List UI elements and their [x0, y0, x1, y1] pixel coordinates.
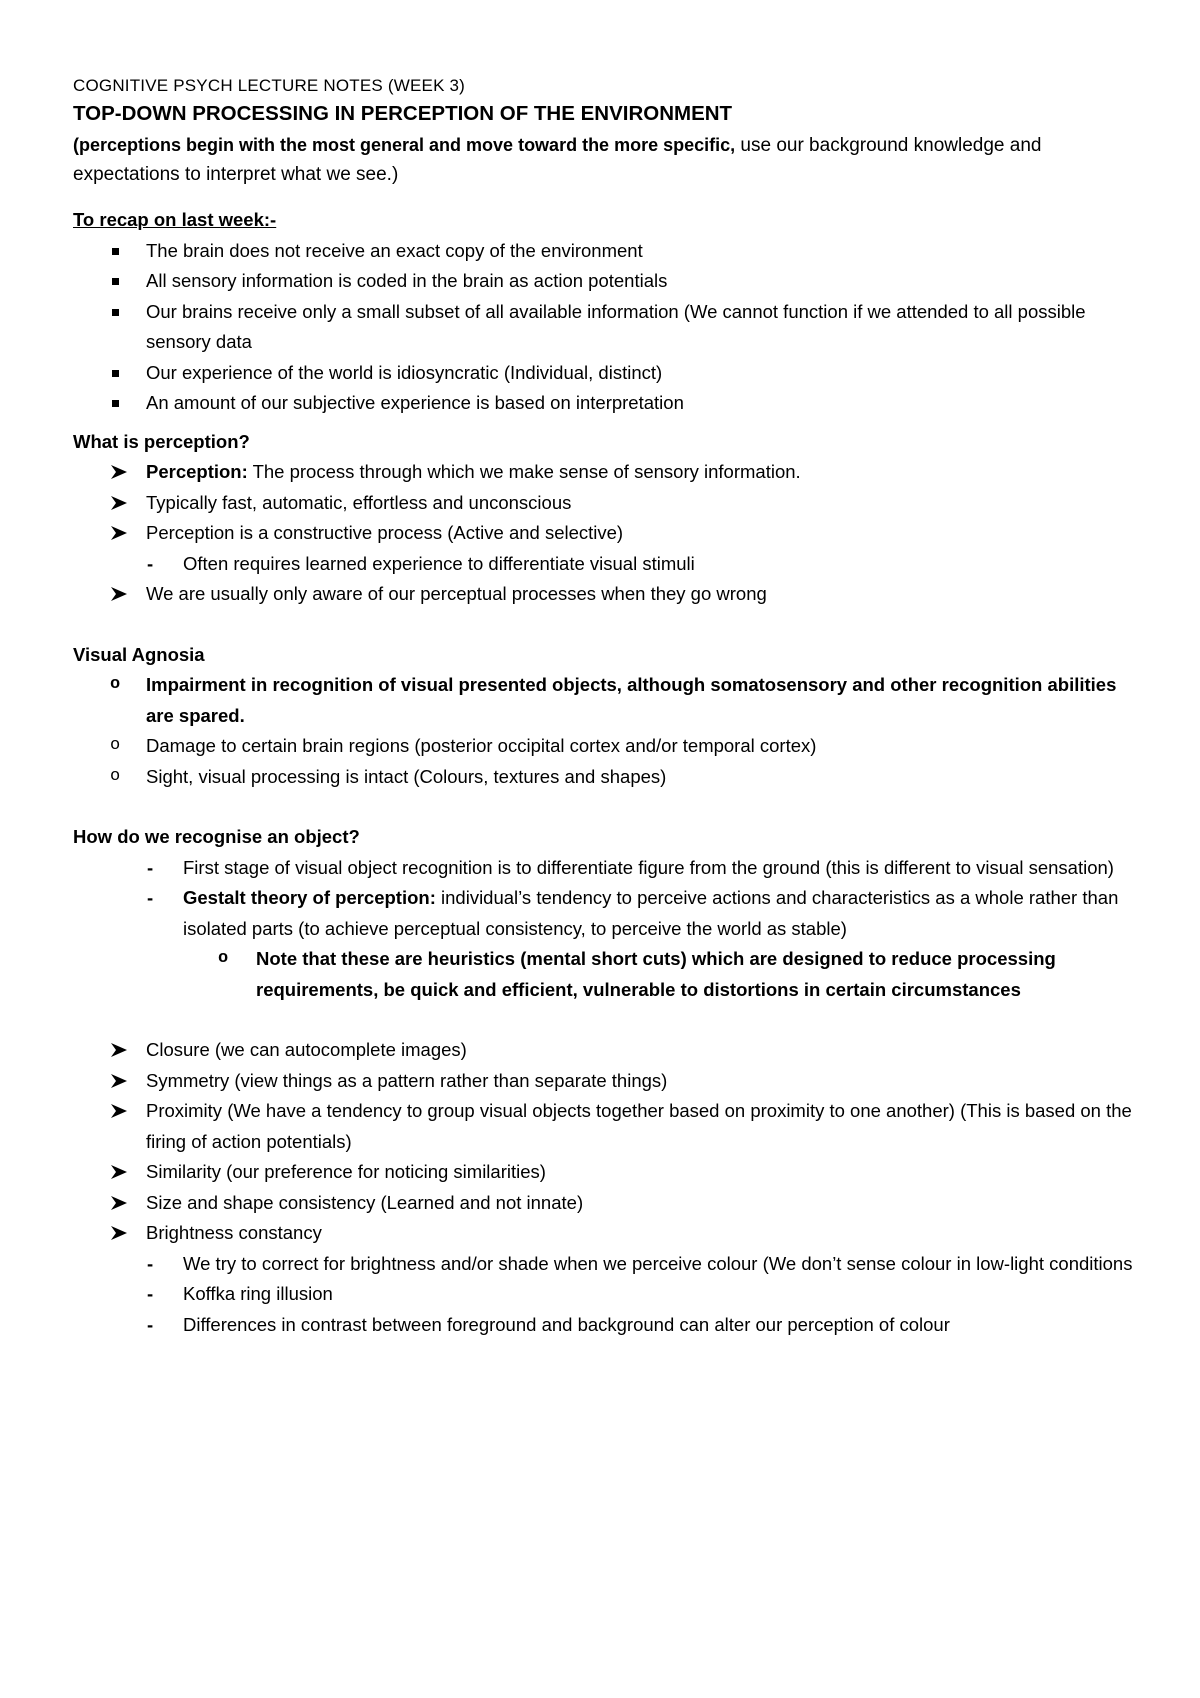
circle-bullet: o: [110, 675, 121, 694]
list-item: Perception is a constructive process (Active and selective): [73, 518, 1140, 549]
circle-bullet: o: [218, 949, 229, 968]
list-item: Closure (we can autocomplete images): [73, 1035, 1140, 1066]
list-item: - Koffka ring illusion: [73, 1279, 1140, 1310]
list-item: - Differences in contrast between foreground and background can alter our perception of colour: [73, 1310, 1140, 1341]
page-title: TOP-DOWN PROCESSING IN PERCEPTION OF THE ENVIRONMENT: [73, 102, 733, 125]
circle-bullet: o: [110, 736, 121, 755]
intro-rest: use our background knowledge and expectations to interpret what we see.): [73, 135, 1042, 185]
circle-bullet: o: [110, 766, 121, 786]
recognise-section: [73, 822, 1140, 1005]
principles-list: [73, 1035, 1140, 1340]
list-item: All sensory information is coded in the brain as action potentials: [146, 270, 668, 291]
agnosia-section: [73, 640, 1140, 793]
list-item: - Gestalt theory of perception: individual’s tendency to perceive actions and characteristics as a whole rather than isolated parts (to achieve perceptual consistency, to perceive the world as stable): [73, 883, 1140, 944]
list-item: o Note that these are heuristics (mental short cuts) which are designed to reduce processing requirements, be quick and efficient, vulnerable to distortions in certain circumstances: [73, 944, 1140, 1005]
agnosia-list: [73, 670, 1140, 792]
dash-bullet: -: [147, 1252, 154, 1274]
agnosia-heading: Visual Agnosia: [73, 643, 205, 665]
list-item: Perception: The process through which we make sense of sensory information.: [73, 457, 1140, 488]
document-header: COGNITIVE PSYCH LECTURE NOTES (WEEK 3): [73, 76, 466, 95]
list-item: Size and shape consistency (Learned and not innate): [73, 1188, 1140, 1219]
list-item: - First stage of visual object recognition is to differentiate figure from the ground (this is different to visual sensation): [73, 853, 1140, 884]
recognise-list: [73, 853, 1140, 1006]
recognise-heading: How do we recognise an object?: [73, 826, 360, 847]
list-item: Our brains receive only a small subset of all available information (We cannot function if we attended to all possible sensory data: [146, 300, 1086, 352]
list-item: o Damage to certain brain regions (posterior occipital cortex and/or temporal cortex): [73, 731, 1140, 762]
list-item: Symmetry (view things as a pattern rather than separate things): [73, 1066, 1140, 1097]
perception-section: [73, 427, 1140, 610]
list-item: Proximity (We have a tendency to group visual objects together based on proximity to one another) (This is based on the firing of action potentials): [73, 1096, 1140, 1157]
list-item: Our experience of the world is idiosyncratic (Individual, distinct): [146, 361, 663, 383]
dash-bullet: -: [147, 856, 154, 878]
list-item: - We try to correct for brightness and/or shade when we perceive colour (We don’t sense colour in low-light conditions: [73, 1249, 1140, 1280]
dash-bullet: -: [147, 1313, 154, 1335]
intro-paragraph: [73, 131, 1140, 189]
list-item: An amount of our subjective experience is based on interpretation: [146, 392, 684, 413]
recap-list: [73, 236, 1140, 419]
recap-section: [73, 205, 1140, 419]
list-item: Brightness constancy: [73, 1218, 1140, 1249]
list-item: o Sight, visual processing is intact (Colours, textures and shapes): [73, 762, 1140, 793]
list-item: o Impairment in recognition of visual presented objects, although somatosensory and other recognition abilities are spared.: [73, 670, 1140, 731]
list-item: - Often requires learned experience to differentiate visual stimuli: [73, 549, 1140, 580]
list-item: The brain does not receive an exact copy of the environment: [146, 239, 643, 261]
perception-heading: What is perception?: [73, 430, 250, 452]
dash-bullet: -: [147, 1283, 154, 1304]
dash-bullet: -: [147, 552, 154, 574]
list-item: Typically fast, automatic, effortless and unconscious: [73, 488, 1140, 519]
intro-bold: (perceptions begin with the most general and move toward the more specific,: [73, 135, 736, 155]
dash-bullet: -: [147, 887, 154, 908]
principles-section: [73, 1035, 1140, 1340]
list-item: Similarity (our preference for noticing similarities): [73, 1157, 1140, 1188]
list-item: We are usually only aware of our perceptual processes when they go wrong: [73, 579, 1140, 610]
perception-list: [73, 457, 1140, 610]
recap-heading: To recap on last week:-: [73, 209, 277, 230]
